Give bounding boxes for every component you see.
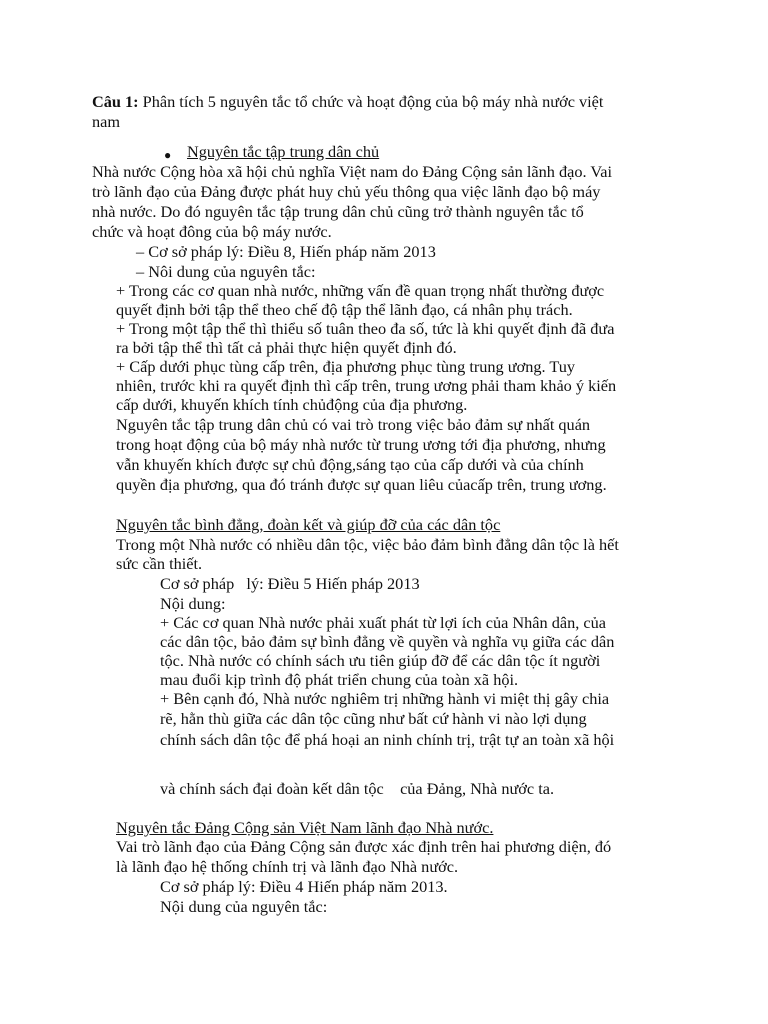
point-line: quyết định bởi tập thể theo chế độ tập thể lãnh đạo, cá nhân phụ trách.: [116, 300, 573, 319]
continuation-line: và chính sách đại đoàn kết dân tộc của Đảng, Nhà nước ta.: [160, 779, 555, 798]
point-line: các dân tộc, bảo đảm sự bình đẳng về quyền và nghĩa vụ giữa các dân: [160, 632, 615, 651]
conclusion-line: trong hoạt động của bộ máy nhà nước từ trung ương tới địa phương, nhưng: [116, 435, 606, 454]
conclusion-line: vẫn khuyến khích được sự chủ động,sáng tạo của cấp dưới và của chính: [116, 455, 584, 474]
paragraph-line: là lãnh đạo hệ thống chính trị và lãnh đạo Nhà nước.: [116, 857, 459, 876]
section-1-heading: Nguyên tắc tập trung dân chủ: [187, 142, 380, 161]
paragraph-line: Vai trò lãnh đạo của Đảng Cộng sản được xác định trên hai phương diện, đó: [116, 837, 612, 856]
paragraph-line: sức cần thiết.: [116, 554, 203, 573]
point-line: mau đuổi kịp trình độ phát triển chung của toàn xã hội.: [160, 670, 519, 689]
point-line: rẽ, hằn thù giữa các dân tộc cũng như bất cứ hành vi nào lợi dụng: [160, 709, 587, 728]
content-label: Nội dung:: [160, 594, 226, 613]
point-line: chính sách dân tộc để phá hoại an ninh chính trị, trật tự an toàn xã hội: [160, 730, 615, 749]
paragraph-line: Trong một Nhà nước có nhiều dân tộc, việc bảo đảm bình đẳng dân tộc là hết: [116, 535, 619, 554]
point-line: + Trong một tập thể thì thiểu số tuân theo đa số, tức là khi quyết định đã đưa: [116, 319, 615, 338]
point-line: nhiên, trước khi ra quyết định thì cấp trên, trung ương phải tham khảo ý kiến: [116, 376, 617, 395]
paragraph-line: trò lãnh đạo của Đảng được phát huy chủ yếu thông qua việc lãnh đạo bộ máy: [92, 182, 601, 201]
paragraph-line: Nhà nước Cộng hòa xã hội chủ nghĩa Việt nam do Đảng Cộng sản lãnh đạo. Vai: [92, 162, 613, 181]
question-title: [92, 92, 603, 112]
legal-basis: – Cơ sở pháp lý: Điều 8, Hiến pháp năm 2013: [136, 242, 436, 261]
question-label: Câu 1:: [92, 92, 139, 111]
section-3-heading: Nguyên tắc Đảng Cộng sản Việt Nam lãnh đạo Nhà nước.: [116, 818, 494, 837]
conclusion-line: Nguyên tắc tập trung dân chủ có vai trò trong việc bảo đảm sự nhất quán: [116, 415, 591, 434]
question-text: Phân tích 5 nguyên tắc tổ chức và hoạt động của bộ máy nhà nước việt: [138, 92, 604, 111]
legal-basis: Cơ sở pháp lý: Điều 4 Hiến pháp năm 2013.: [160, 877, 448, 896]
section-2-heading: Nguyên tắc bình đẳng, đoàn kết và giúp đỡ của các dân tộc: [116, 515, 501, 534]
paragraph-line: nhà nước. Do đó nguyên tắc tập trung dân chủ cũng trở thành nguyên tắc tổ: [92, 202, 584, 221]
conclusion-line: quyền địa phương, qua đó tránh được sự quan liêu củacấp trên, trung ương.: [116, 475, 607, 494]
point-line: + Bên cạnh đó, Nhà nước nghiêm trị những hành vi miệt thị gây chia: [160, 689, 610, 708]
point-line: cấp dưới, khuyến khích tính chủđộng của địa phương.: [116, 395, 468, 414]
point-line: + Cấp dưới phục tùng cấp trên, địa phương phục tùng trung ương. Tuy: [116, 357, 575, 376]
content-label: – Nôi dung của nguyên tắc:: [136, 262, 316, 281]
point-line: + Trong các cơ quan nhà nước, những vấn đề quan trọng nhất thường được: [116, 281, 605, 300]
point-line: tộc. Nhà nước có chính sách ưu tiên giúp đỡ để các dân tộc ít người: [160, 651, 601, 670]
point-line: + Các cơ quan Nhà nước phải xuất phát từ lợi ích của Nhân dân, của: [160, 613, 606, 632]
question-text-cont: nam: [92, 112, 121, 131]
bullet-dot-icon: ●: [164, 148, 172, 162]
paragraph-line: chức và hoạt đông của bộ máy nước.: [92, 222, 332, 241]
legal-basis: Cơ sở pháp lý: Điều 5 Hiến pháp 2013: [160, 574, 420, 593]
point-line: ra bởi tập thể thì tất cả phải thực hiện quyết định đó.: [116, 338, 457, 357]
content-label: Nội dung của nguyên tắc:: [160, 897, 328, 916]
